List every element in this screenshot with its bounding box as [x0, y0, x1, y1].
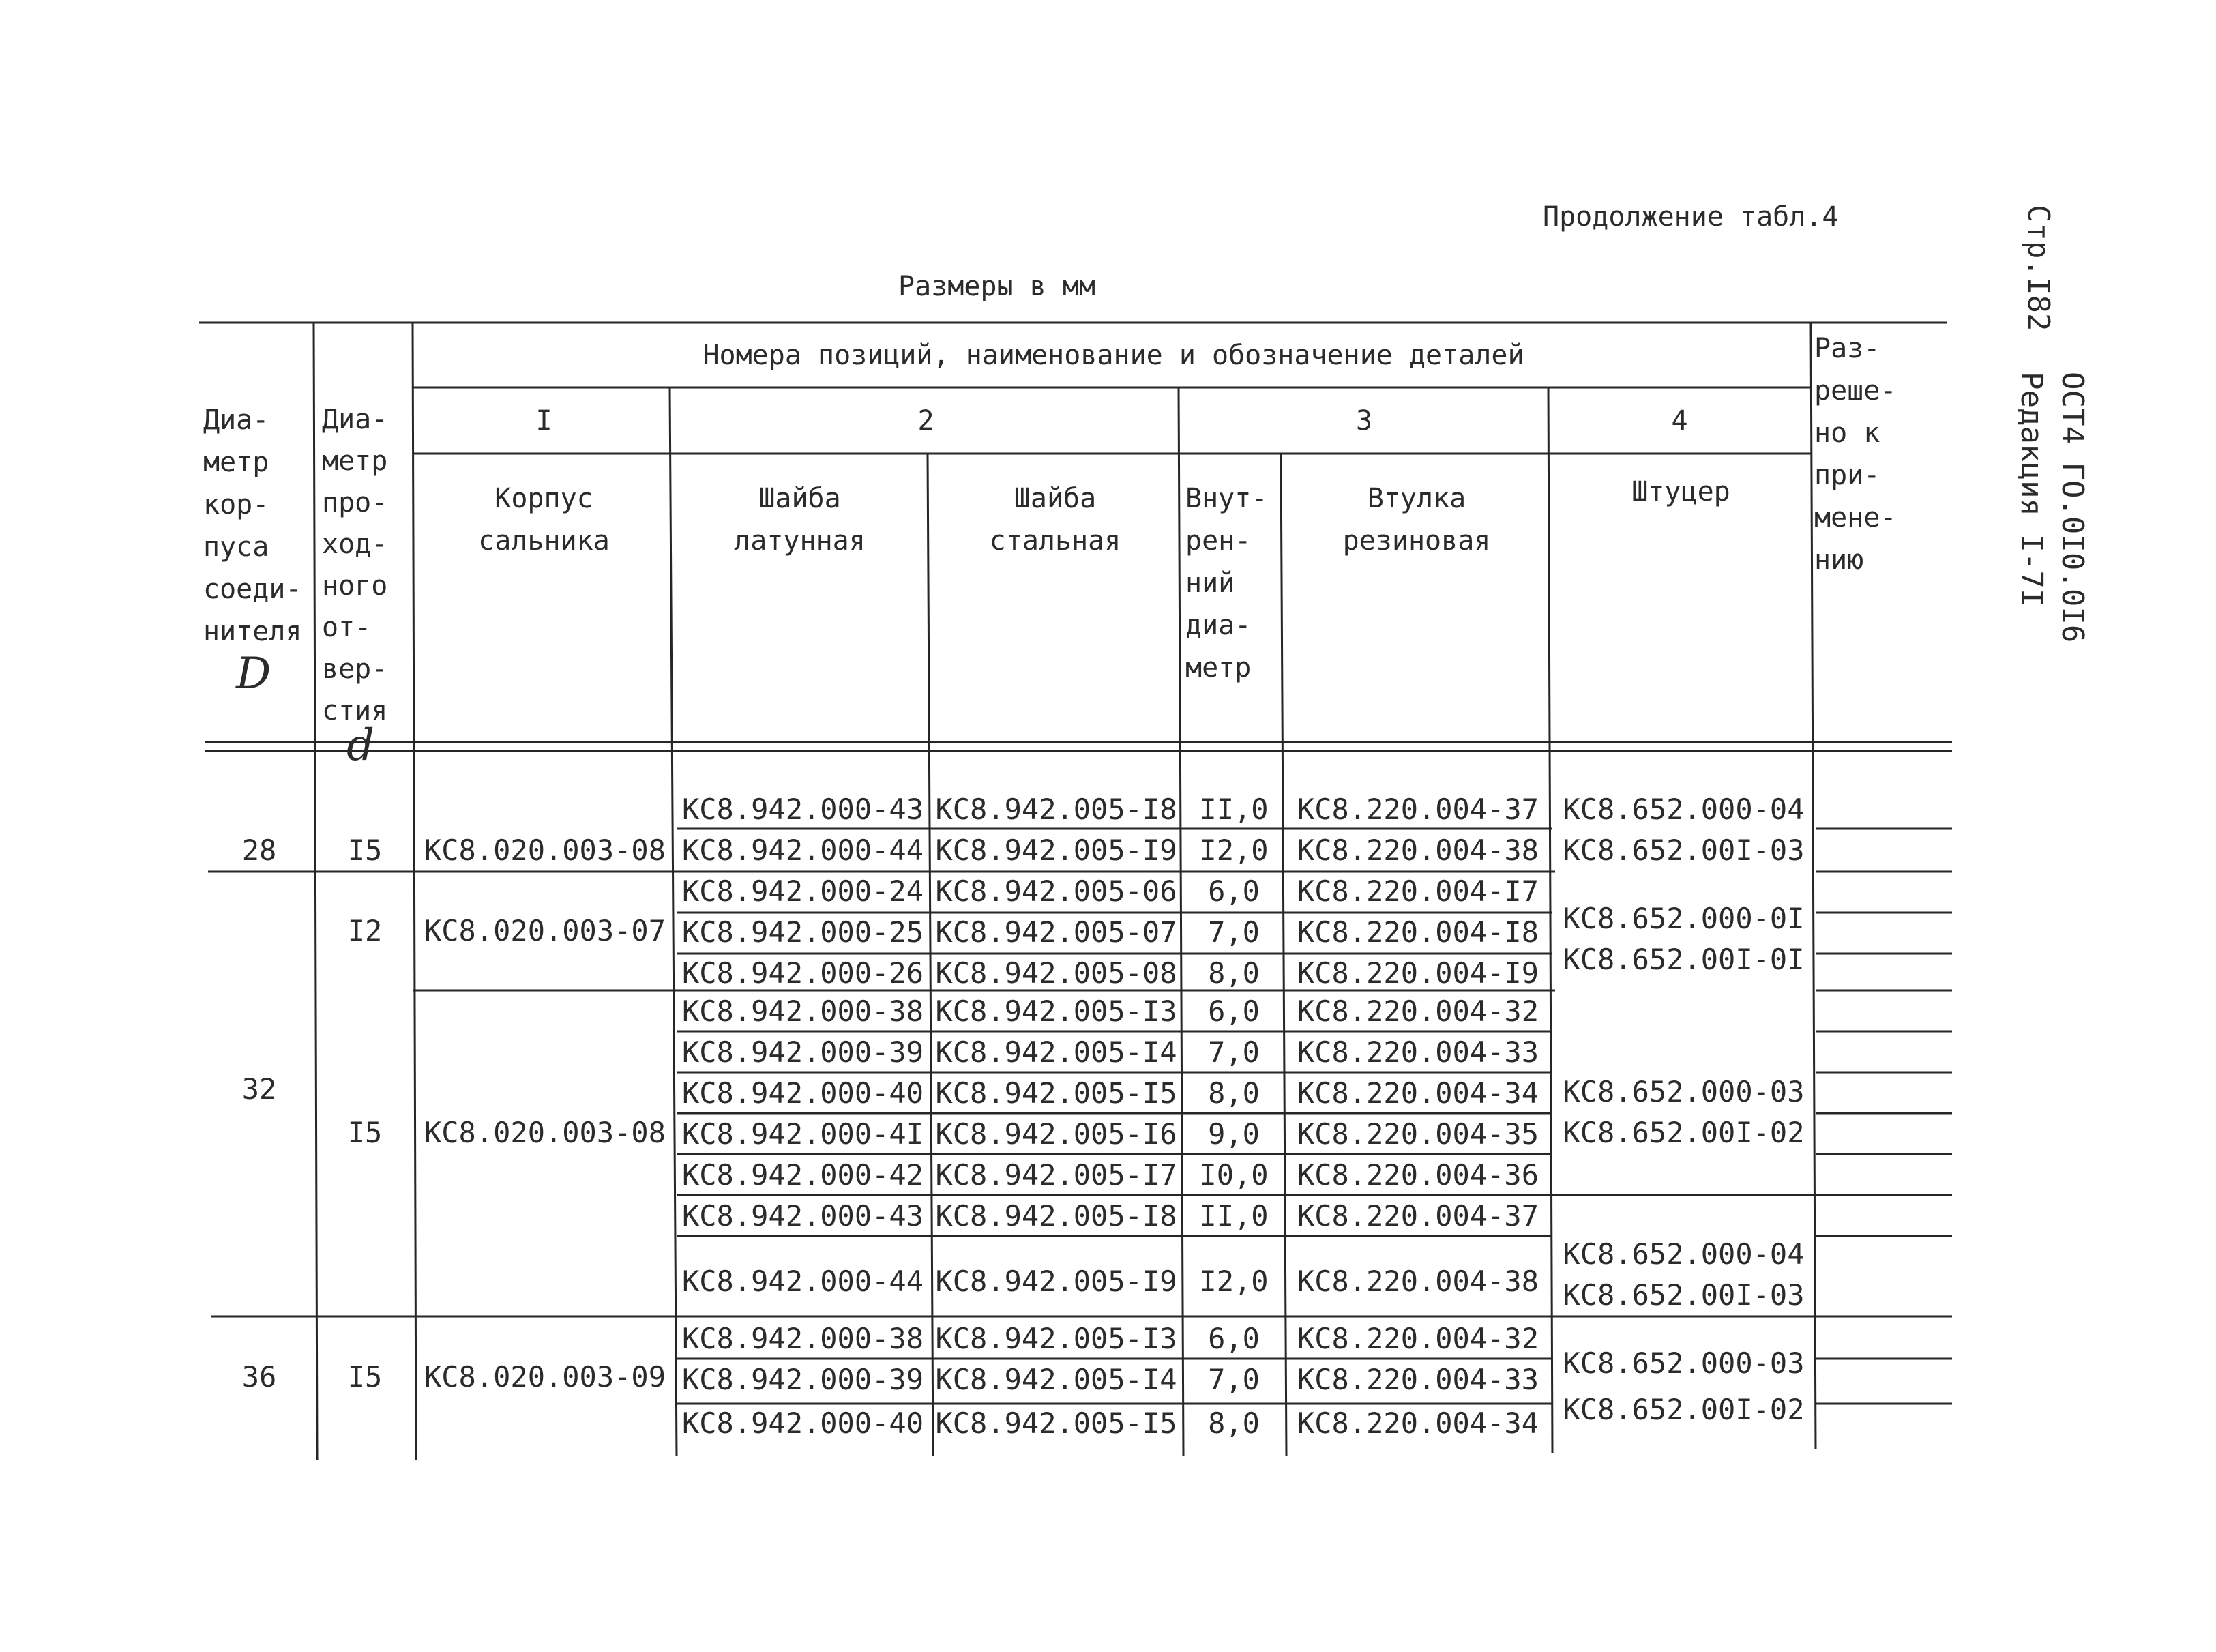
- position-number-2: 2: [917, 405, 934, 437]
- housing-diameter-28: 28: [241, 834, 277, 867]
- col-header-brass-washer: Шайба латунная: [734, 483, 866, 557]
- brass-washer-cell: КС8.942.000-38: [681, 994, 924, 1028]
- inner-diameter-cell: 7,0: [1208, 915, 1260, 949]
- units-label: Размеры в мм: [898, 271, 1095, 302]
- rubber-sleeve-cell: КС8.220.004-32: [1297, 1322, 1539, 1355]
- brass-washer-cell: КС8.942.000-40: [681, 1076, 924, 1110]
- fitting-cell: КС8.652.00I-0I: [1563, 943, 1805, 976]
- rubber-sleeve-cell: КС8.220.004-32: [1297, 994, 1539, 1028]
- fitting-cell: КС8.652.000-04: [1563, 793, 1805, 826]
- fitting-cell: КС8.652.00I-02: [1563, 1393, 1805, 1426]
- brass-washer-cell: КС8.942.000-39: [681, 1035, 924, 1069]
- inner-diameter-cell: II,0: [1199, 793, 1269, 826]
- steel-washer-cell: КС8.942.005-I5: [935, 1406, 1177, 1440]
- brass-washer-cell: КС8.942.000-26: [681, 956, 924, 990]
- brass-washer-cell: КС8.942.000-40: [681, 1406, 924, 1440]
- fitting-cell: КС8.652.00I-03: [1563, 1278, 1805, 1312]
- steel-washer-cell: КС8.942.005-I4: [935, 1035, 1177, 1069]
- fitting-cell: КС8.652.00I-02: [1563, 1116, 1805, 1149]
- inner-diameter-cell: 8,0: [1208, 956, 1260, 990]
- gland-body-cell: КС8.020.003-08: [424, 834, 666, 867]
- steel-washer-cell: КС8.942.005-08: [935, 956, 1177, 990]
- fitting-cell: КС8.652.00I-03: [1563, 834, 1805, 867]
- col-header-inner-diameter: Внут- рен- ний диа- метр: [1185, 483, 1268, 683]
- symbol-d: d: [346, 720, 374, 771]
- brass-washer-cell: КС8.942.000-43: [681, 793, 924, 826]
- steel-washer-cell: КС8.942.005-I5: [935, 1076, 1177, 1110]
- inner-diameter-cell: 8,0: [1208, 1076, 1260, 1110]
- steel-washer-cell: КС8.942.005-I7: [935, 1158, 1177, 1192]
- edition-label: Редакция I-7I: [2014, 372, 2049, 607]
- inner-diameter-cell: I2,0: [1199, 834, 1269, 867]
- inner-diameter-cell: II,0: [1199, 1199, 1269, 1233]
- rubber-sleeve-cell: КС8.220.004-38: [1297, 1265, 1539, 1298]
- brass-washer-cell: КС8.942.000-42: [681, 1158, 924, 1192]
- inner-diameter-cell: 6,0: [1208, 1322, 1260, 1355]
- steel-washer-cell: КС8.942.005-I8: [935, 1199, 1177, 1233]
- bore-diameter-cell: I5: [347, 1360, 383, 1393]
- brass-washer-cell: КС8.942.000-38: [681, 1322, 924, 1355]
- symbol-D: D: [236, 649, 271, 699]
- brass-washer-cell: КС8.942.000-43: [681, 1199, 924, 1233]
- steel-washer-cell: КС8.942.005-I6: [935, 1117, 1177, 1151]
- bore-diameter-cell: I5: [347, 1116, 383, 1149]
- steel-washer-cell: КС8.942.005-I8: [935, 793, 1177, 826]
- bore-diameter-cell: I2: [347, 914, 383, 947]
- col-header-rubber-sleeve: Втулка резиновая: [1342, 483, 1491, 557]
- rubber-sleeve-cell: КС8.220.004-35: [1297, 1117, 1539, 1151]
- position-number-4: 4: [1671, 405, 1688, 437]
- page-number: Стр.I82: [2021, 205, 2056, 331]
- inner-diameter-cell: I0,0: [1199, 1158, 1269, 1192]
- fitting-cell: КС8.652.000-03: [1563, 1075, 1805, 1108]
- inner-diameter-cell: 7,0: [1208, 1035, 1260, 1069]
- inner-diameter-cell: 6,0: [1208, 994, 1260, 1028]
- gland-body-cell: КС8.020.003-08: [424, 1116, 666, 1149]
- steel-washer-cell: КС8.942.005-07: [935, 915, 1177, 949]
- steel-washer-cell: КС8.942.005-06: [935, 874, 1177, 908]
- brass-washer-cell: КС8.942.000-25: [681, 915, 924, 949]
- rubber-sleeve-cell: КС8.220.004-33: [1297, 1363, 1539, 1396]
- inner-diameter-cell: 9,0: [1208, 1117, 1260, 1151]
- brass-washer-cell: КС8.942.000-44: [681, 1265, 924, 1298]
- col-header-bore-diameter: Диа- метр про- ход- ного от- вер- стия d: [322, 404, 388, 771]
- col-header-housing-diameter: Диа- метр кор- пуса соеди- нителя D: [203, 404, 302, 699]
- brass-washer-cell: КС8.942.000-24: [681, 874, 924, 908]
- gland-body-cell: КС8.020.003-07: [424, 914, 666, 947]
- brass-washer-cell: КС8.942.000-4I: [681, 1117, 924, 1151]
- inner-diameter-cell: I2,0: [1199, 1265, 1269, 1298]
- col-header-allowed-for-use: Раз- реше- но к при- мене- нию: [1814, 333, 1897, 576]
- col-header-gland-body: Корпус сальника: [478, 483, 610, 557]
- col-header-fitting: Штуцер: [1631, 476, 1730, 507]
- standard-code: ОСТ4 ГО.0I0.0I6: [2055, 372, 2090, 643]
- position-number-1: I: [535, 405, 552, 437]
- steel-washer-cell: КС8.942.005-I3: [935, 994, 1177, 1028]
- rubber-sleeve-cell: КС8.220.004-I9: [1297, 956, 1539, 990]
- col-header-group-title: Номера позиций, наименование и обозначение деталей: [703, 340, 1524, 371]
- rubber-sleeve-cell: КС8.220.004-37: [1297, 793, 1539, 826]
- inner-diameter-cell: 8,0: [1208, 1406, 1260, 1440]
- rubber-sleeve-cell: КС8.220.004-34: [1297, 1406, 1539, 1440]
- rubber-sleeve-cell: КС8.220.004-36: [1297, 1158, 1539, 1192]
- position-number-3: 3: [1355, 405, 1373, 437]
- rubber-sleeve-cell: КС8.220.004-38: [1297, 834, 1539, 867]
- steel-washer-cell: КС8.942.005-I3: [935, 1322, 1177, 1355]
- steel-washer-cell: КС8.942.005-I4: [935, 1363, 1177, 1396]
- rubber-sleeve-cell: КС8.220.004-34: [1297, 1076, 1539, 1110]
- rubber-sleeve-cell: КС8.220.004-37: [1297, 1199, 1539, 1233]
- col-header-steel-washer: Шайба стальная: [989, 483, 1121, 557]
- rubber-sleeve-cell: КС8.220.004-I7: [1297, 874, 1539, 908]
- fitting-cell: КС8.652.000-0I: [1563, 902, 1805, 935]
- continuation-label: Продолжение табл.4: [1543, 201, 1839, 233]
- housing-diameter-32: 32: [241, 1072, 277, 1106]
- steel-washer-cell: КС8.942.005-I9: [935, 834, 1177, 867]
- inner-diameter-cell: 6,0: [1208, 874, 1260, 908]
- rubber-sleeve-cell: КС8.220.004-33: [1297, 1035, 1539, 1069]
- brass-washer-cell: КС8.942.000-39: [681, 1363, 924, 1396]
- steel-washer-cell: КС8.942.005-I9: [935, 1265, 1177, 1298]
- brass-washer-cell: КС8.942.000-44: [681, 834, 924, 867]
- bore-diameter-cell: I5: [347, 834, 383, 867]
- gland-body-cell: КС8.020.003-09: [424, 1360, 666, 1393]
- fitting-cell: КС8.652.000-04: [1563, 1237, 1805, 1271]
- rubber-sleeve-cell: КС8.220.004-I8: [1297, 915, 1539, 949]
- housing-diameter-36: 36: [241, 1360, 277, 1393]
- inner-diameter-cell: 7,0: [1208, 1363, 1260, 1396]
- fitting-cell: КС8.652.000-03: [1563, 1346, 1805, 1380]
